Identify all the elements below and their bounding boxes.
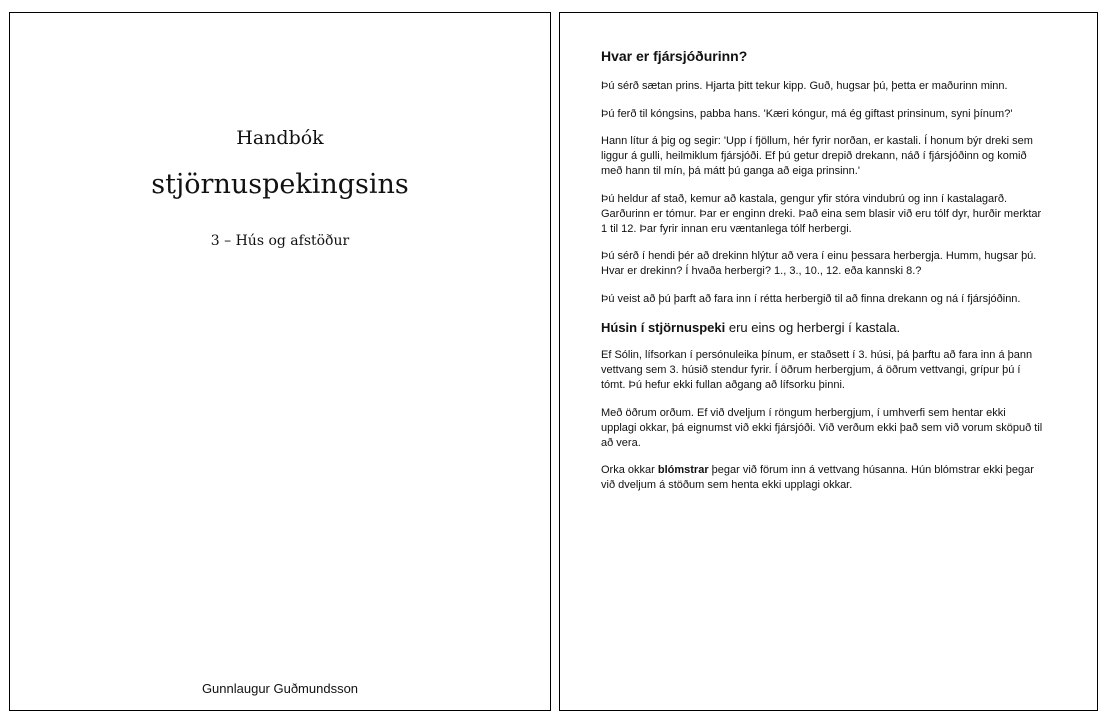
section-heading-rest: eru eins og herbergi í kastala. [725,320,901,335]
cover-page [9,12,551,711]
cover-subtitle: 3 – Hús og afstöður [210,233,350,249]
cover-title-small: Handbók [236,127,324,149]
paragraph-9-pre: Orka okkar [601,464,658,476]
paragraph-3: Hann lítur á þig og segir: 'Upp í fjöllum, hér fyrir norðan, er kastali. Í honum býr dreki sem liggur á gulli, heilmiklum fjársjóði. Ef þú getur drepið drekann, náð í fjársjóðinn og komið með hann til mín, þá mátt þú ganga að eiga prinsinn.' [601,135,1033,177]
paragraph-9 [601,463,1043,493]
paragraph-9-bold: blómstrar [657,464,709,476]
paragraph-7: Ef Sólin, lífsorkan í persónuleika þínum, er staðsett í 3. húsi, þá þarftu að fara inn á þann vettvang sem 3. húsið stendur fyrir. Í öðrum herbergjum, á öðrum vettvangi, grípur þú í tómt. Þú hefur ekki fullan aðgang að lífsorku þinni. [601,349,1033,391]
paragraph-2: Þú ferð til kóngsins, pabba hans. 'Kæri kóngur, má ég giftast prinsinum, syni þínum?' [601,107,1013,120]
cover-author: Gunnlaugur Guðmundsson [201,681,359,696]
cover-title-large: stjörnuspekingsins [151,169,409,200]
paragraph-5: Þú sérð í hendi þér að drekinn hlýtur að vera í einu þessara herbergja. Humm, hugsar þú. Hvar er drekinn? Í hvaða herbergi? 1., 3., 10., 12. eða kannski 8.? [601,250,1037,277]
content-body [601,47,1043,506]
paragraph-1: Þú sérð sætan prins. Hjarta þitt tekur kipp. Guð, hugsar þú, þetta er maðurinn minn. [601,80,1008,92]
section-heading-bold: Húsin í stjörnuspeki [601,320,726,335]
section-heading [601,319,1043,336]
paragraph-6: Þú veist að þú þarft að fara inn í rétta herbergið til að finna drekann og ná í fjársjóðinn. [601,292,1021,305]
paragraph-9-post: þegar við förum inn á vettvang húsanna. Hún blómstrar ekki þegar við dveljum á stöðum sem henta ekki upplagi okkar. [601,464,1034,491]
content-page [559,12,1098,711]
paragraph-4: Þú heldur af stað, kemur að kastala, gengur yfir stóra vindubrú og inn í kastalagarð. Garðurinn er tómur. Þar er enginn dreki. Það eina sem blasir við eru tólf dyr, hurðir merktar 1 til 12. Þar fyrir innan eru væntanlega tólf herbergi. [601,192,1042,235]
paragraph-8: Með öðrum orðum. Ef við dveljum í röngum herbergjum, í umhverfi sem hentar ekki upplagi okkar, þá eignumst við ekki fjársjóði. Við verðum ekki það sem við vorum sköpuð til að vera. [601,406,1043,449]
content-heading: Hvar er fjársjóðurinn? [601,48,748,64]
